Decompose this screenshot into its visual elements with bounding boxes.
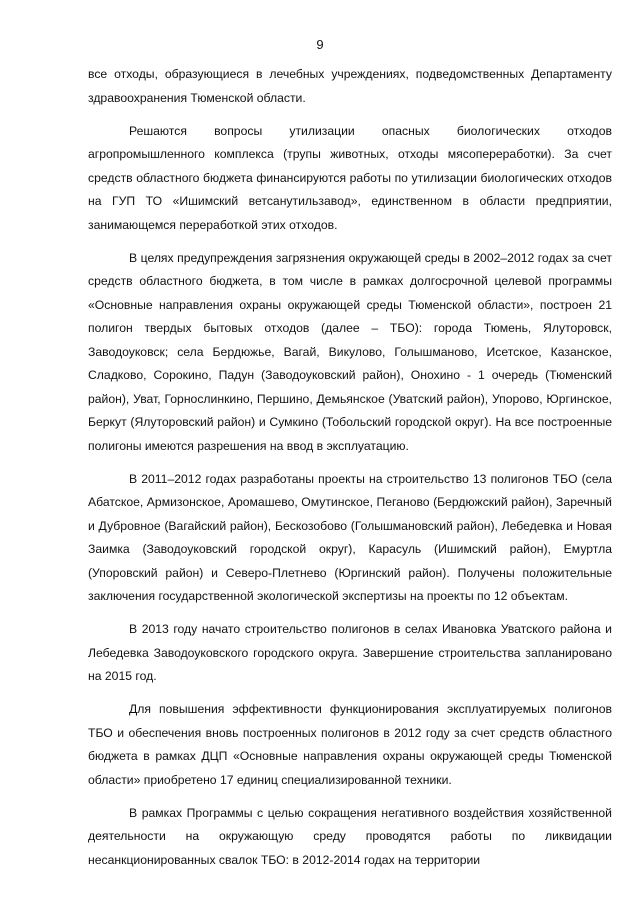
paragraph-3: В целях предупреждения загрязнения окружающей среды в 2002–2012 годах за счет средств областного бюджета, в том числе в рамках долгосрочной целевой программы «Основные направления охраны окружающей среды Тюменской области», построен 21 полигон твердых бытовых отходов (далее – ТБО): города Тюмень, Ялуторовск, Заводоуковск; села Бердюжье, Вагай, Викулово, Голышманово, Исетское, Казанское, Сладково, Сорокино, Падун (Заводоуковский район), Онохино - 1 очередь (Тюменский район), Уват, Горнослинкино, Першино, Демьянское (Уватский район), Упорово, Юргинское, Беркут (Ялуторовский район) и Сумкино (Тобольский городской округ). На все построенные полигоны имеются разрешения на ввод в эксплуатацию. (88, 250, 612, 453)
paragraph-2: Решаются вопросы утилизации опасных биологических отходов агропромышленного комплекса (трупы животных, отходы мясопереработки). За счет средств областного бюджета финансируются работы по утилизации биологических отходов на ГУП ТО «Ишимский ветсанутильзавод», единственном в области предприятии, занимающемся переработкой этих отходов. (88, 123, 612, 232)
paragraph-7: В рамках Программы с целью сокращения негативного воздействия хозяйственной деятельности на окружающую среду проводятся работы по ликвидации несанкционированных свалок ТБО: в 2012-2014 годах на территории (88, 805, 612, 867)
page-number: 9 (316, 37, 324, 52)
paragraph-6: Для повышения эффективности функционирования эксплуатируемых полигонов ТБО и обеспечения вновь построенных полигонов в 2012 году за счет средств областного бюджета в рамках ДЦП «Основные направления охраны окружающей среды Тюменской области» приобретено 17 единиц специализированной техники. (88, 702, 612, 787)
paragraph-1: все отходы, образующиеся в лечебных учреждениях, подведомственных Департаменту здравоохранения Тюменской области. (88, 67, 612, 105)
document-body (88, 63, 612, 872)
paragraph-5: В 2013 году начато строительство полигонов в селах Ивановка Уватского района и Лебедевка Заводоуковского городского округа. Завершение строительства запланировано на 2015 год. (88, 622, 612, 683)
paragraph-4: В 2011–2012 годах разработаны проекты на строительство 13 полигонов ТБО (села Абатское, Армизонское, Аромашево, Омутинское, Пеганово (Бердюжский район), Заречный и Дубровное (Вагайский район), Бескозобово (Голышмановский район), Лебедевка и Новая Заимка (Заводоуковский городской округ), Карасуль (Ишимский район), Емуртла (Упоровский район) и Северо-Плетнево (Юргинский район). Получены положительные заключения государственной экологической экспертизы на проекты по 12 объектам. (88, 471, 612, 603)
